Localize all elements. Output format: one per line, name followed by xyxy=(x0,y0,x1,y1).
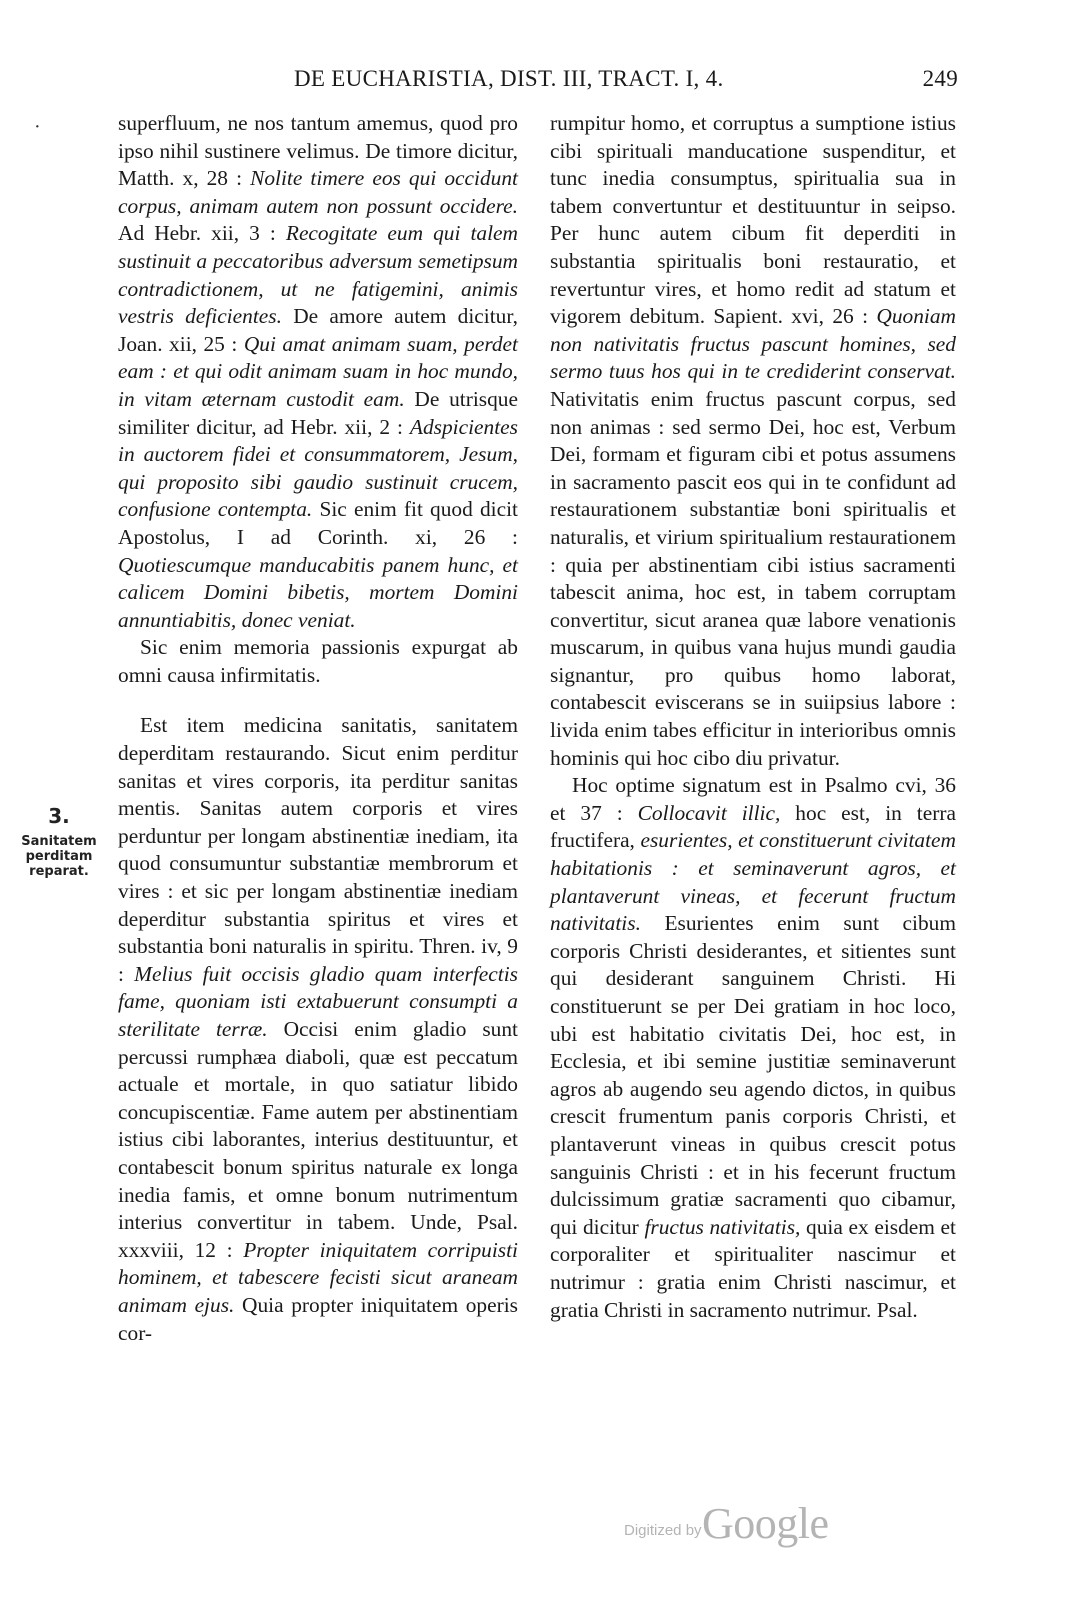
margin-note-number: 3. xyxy=(48,804,70,828)
left-column xyxy=(118,110,518,1347)
paragraph: superfluum, ne nos tantum amemus, quod pro ipso nihil sustinere velimus. De timore dicitur, Matth. x, 28 : Nolite timere eos qui occidunt corpus, animam autem non possunt occidere. Ad Hebr. xii, 3 : Recogitate eum qui talem sustinuit a peccatoribus adversum semetipsum contradictionem, ut ne fatigemini, animis vestris deficientes. De amore autem dicitur, Joan. xii, 25 : Qui amat animam suam, perdet eam : et qui odit animam suam in hoc mundo, in vitam æternam custodit eam. De utrisque similiter dicitur, ad Hebr. xii, 2 : Adspicientes in auctorem fidei et consummatorem, Jesum, qui proposito sibi gaudio sustinuit crucem, confusione contempta. Sic enim fit quod dicit Apostolus, I ad Corinth. xi, 26 : Quotiescumque manducabitis panem hunc, et calicem Domini bibetis, mortem Domini annuntiabitis, donec veniat. xyxy=(118,111,518,632)
paragraph: Hoc optime signatum est in Psalmo cvi, 36 et 37 : Collocavit illic, hoc est, in terra fructifera, esurientes, et constituerunt civitatem habitationis : et seminaverunt agros, et plantaverunt vineas, et fecerunt fructum nativitatis. Esurientes enim sunt cibum corporis Christi desiderantes, et sitientes sunt qui desiderant sanguinem Christi. Hi constituerunt se per Dei gratiam in hoc loco, ubi est habitatio civitatis Dei, hoc est, in Ecclesia, et ibi semine justitiæ seminaverunt agros ab augendo seu agendo dictos, in quibus crescit frumentum panis corporis Christi, et plantaverunt vineas in quibus crescit potus sanguinis Christi : et in his fecerunt fructum dulcissimum gratiæ sacramenti quo cibamur, qui dicitur fructus nativitatis, quia ex eisdem et corporaliter et spiritualiter nascimur et nutrimur : gratia enim Christi nascimur, et gratia Christi in sacramento nutrimur. Psal. xyxy=(550,773,956,1322)
page-number: 249 xyxy=(922,66,958,91)
running-title: DE EUCHARISTIA, DIST. III, TRACT. I, 4. xyxy=(294,66,724,91)
margin-note-line: Sanitatem xyxy=(21,834,97,849)
watermark-text: Digitized by xyxy=(624,1522,702,1539)
paragraph: Est item medicina sanitatis, sanitatem deperditam restaurando. Sicut enim perditur sanitas et vires corporis, ita perditur sanitas mentis. Sanitas autem corporis et vires perduntur per longam abstinentiæ inediam, ita quod consumuntur substantiæ membrorum et vires : et sic per longam abstinentiæ inediam deperditur substantia spiritus et vires et substantia boni naturalis in spiritu. Thren. iv, 9 : Melius fuit occisis gladio quam interfectis fame, quoniam isti extabuerunt consumpti a sterilitate terræ. Occisi enim gladio sunt percussi rumphæa diaboli, quæ est peccatum actuale et mortale, in quo satiatur libido concupiscentiæ. Fame autem per abstinentiam istius cibi laborantes, interius destituuntur, et contabescit bonum spiritus naturale ex longa inedia famis, et omne bonum nutrimentum interius convertitur in tabem. Unde, Psal. xxxviii, 12 : Propter iniquitatem corripuisti hominem, et tabescere fecisti sicut araneam animam ejus. Quia propter iniquitatem operis cor- xyxy=(118,713,519,1345)
google-logo: Google xyxy=(702,1499,829,1548)
paragraph: Sic enim memoria passionis expurgat ab omni causa infirmitatis. xyxy=(118,635,518,687)
digitized-watermark xyxy=(624,1500,844,1550)
margin-note xyxy=(14,804,104,879)
margin-note-line: perditam xyxy=(25,849,93,864)
running-header xyxy=(118,66,958,100)
right-column xyxy=(550,110,956,1324)
margin-note-line: reparat. xyxy=(29,864,89,879)
paragraph: rumpitur homo, et corruptus a sumptione istius cibi spirituali manducatione suspenditur, et tunc inedia consumptus, spiritualia sua in tabem convertuntur et destituuntur in seipso. Per hunc autem cibum fit deperditi in substantia spiritualis boni restauratio, et revertuntur vires, et homo redit ad statum et vigorem debitum. Sapient. xvi, 26 : Quoniam non nativitatis fructus pascunt homines, sed sermo tuus hos qui in te crediderint conservat. Nativitatis enim fructus pascunt corpus, sed non animas : sed sermo Dei, hoc est, Verbum Dei, formam et figuram cibi et potus assumens in sacramento pascit eos qui in te confidunt ad restaurationem substantiæ boni spiritualis et naturalis, et virium spiritualium restaurationem : quia per abstinentiam cibi istius sacramenti tabescit anima, hoc est, in tabem corruptam convertitur, sicut aranea quæ labore venationis muscarum, in quibus vana hujus mundi gaudia signantur, pro quibus homo laborat, contabescit eviscerans se in suiipsius labore : livida enim tabes efficitur in interioribus omnis hominis qui hoc cibo diu privatur. xyxy=(550,111,956,770)
margin-mark: · xyxy=(34,116,41,138)
